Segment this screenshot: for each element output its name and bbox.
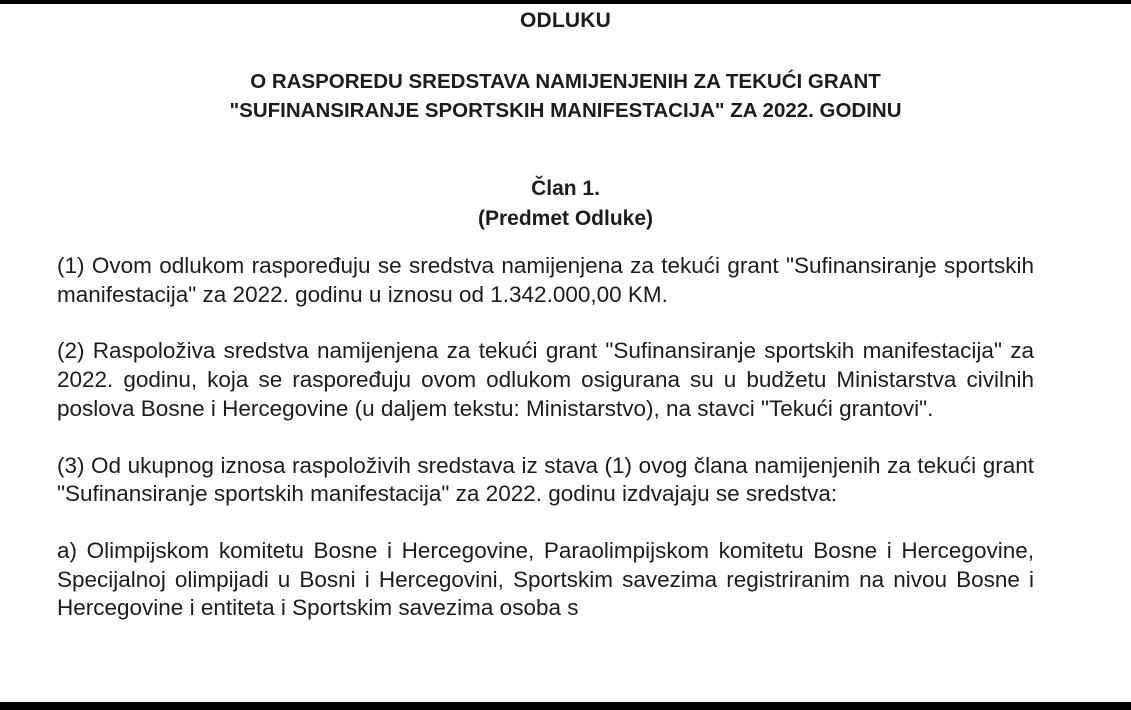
paragraph-1: (1) Ovom odlukom raspoređuju se sredstva namijenjena za tekući grant "Sufinansiranje sportskih manifestacija" za 2022. godinu u iznosu od 1.342.000,00 KM. [57,253,1034,307]
paragraph-2: (2) Raspoloživa sredstva namijenjena za tekući grant "Sufinansiranje sportskih manifestacija" za 2022. godinu, koja se raspoređuju ovom odlukom osigurana su u budžetu Ministarstva civilnih poslova Bosne i Hercegovine (u daljem tekstu: Ministarstvo), na stavci "Tekući grantovi". [57,338,1034,421]
article-body [57,252,1034,651]
document-subtitle [0,67,1131,125]
article-title: (Predmet Odluke) [477,207,654,230]
document-page [0,4,1131,702]
document-subtitle-line-1: O RASPOREDU SREDSTAVA NAMIJENJENIH ZA TEKUĆI GRANT [250,70,881,93]
bottom-crop-bar [0,702,1131,710]
document-title: ODLUKU [519,9,612,32]
paragraph-3: (3) Od ukupnog iznosa raspoloživih sredstava iz stava (1) ovog člana namijenjenih za tekući grant "Sufinansiranje sportskih manifestacija" za 2022. godinu izdvajaju se sredstva: [57,452,1034,507]
document-subtitle-line-2: "SUFINANSIRANJE SPORTSKIH MANIFESTACIJA" ZA 2022. GODINU [229,99,902,122]
paragraph-a: a) Olimpijskom komitetu Bosne i Hercegovine, Paraolimpijskom komitetu Bosne i Hercegovine, Specijalnoj olimpijadi u Bosni i Hercegovini, Sportskim savezima registriranim na nivou Bosne i Hercegovine i entiteta i Sportskim savezima osoba s [57,537,1034,621]
article-number: Član 1. [531,177,600,200]
article-heading [0,174,1131,234]
